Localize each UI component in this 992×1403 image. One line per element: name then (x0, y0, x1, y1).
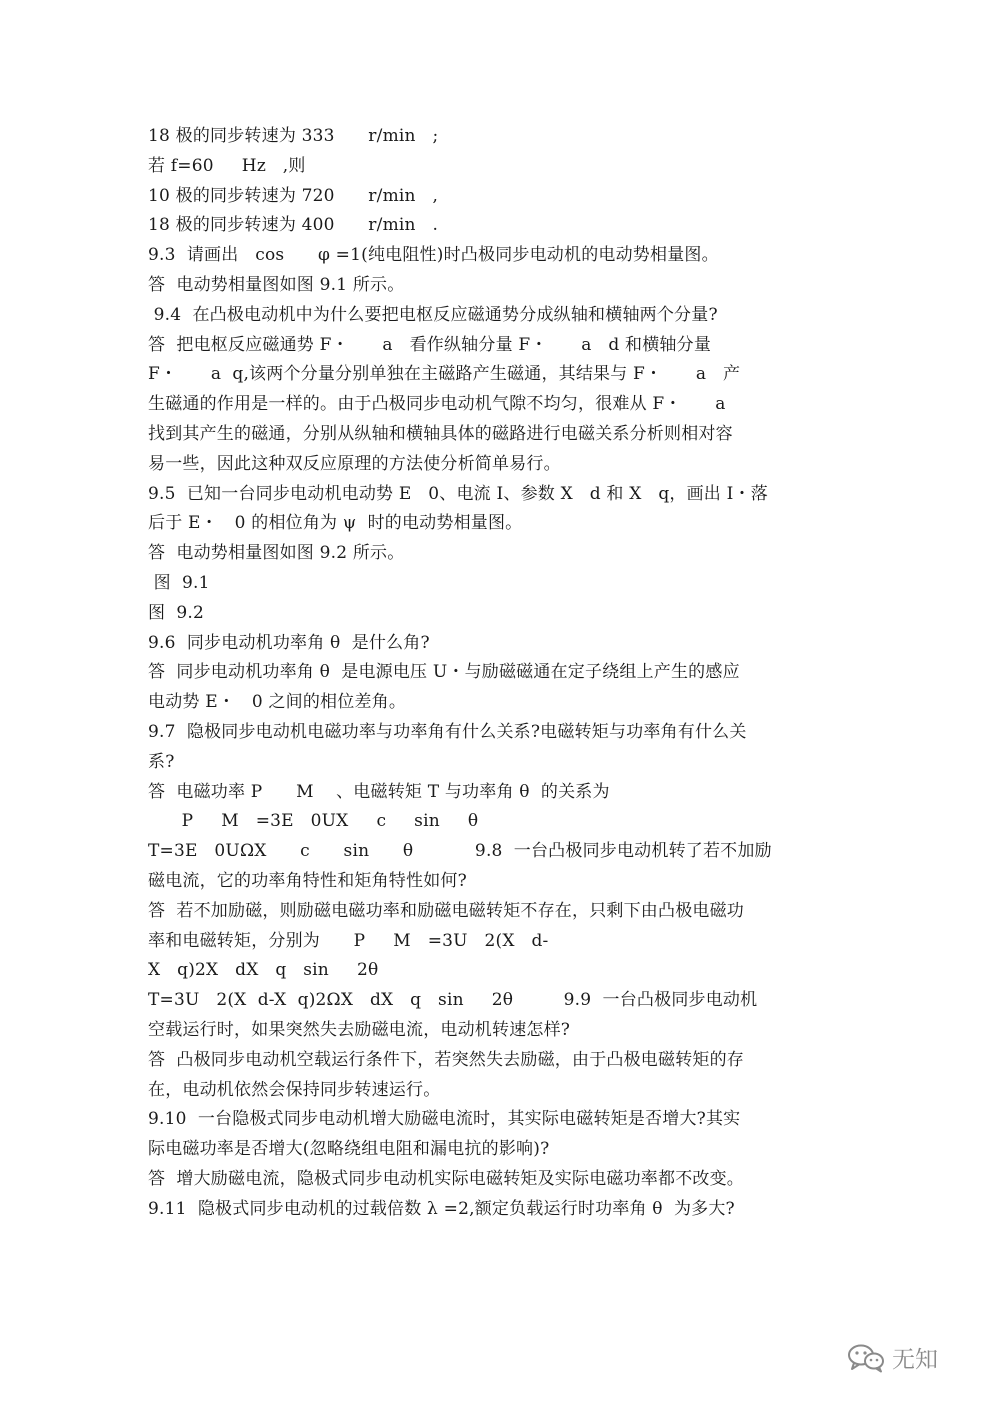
text-line: 9.3 请画出 cos φ =1(纯电阻性)时凸极同步电动机的电动势相量图。 (148, 245, 719, 266)
text-line: 9.11 隐极式同步电动机的过载倍数 λ =2,额定负载运行时功率角 θ 为多大? (148, 1198, 735, 1219)
text-line: 10 极的同步转速为 720 r/min , (148, 185, 439, 206)
text-line: 生磁通的作用是一样的。由于凸极同步电动机气隙不均匀，很难从 F・ a (148, 394, 726, 415)
text-line: 电动势 E・ 0 之间的相位差角。 (148, 692, 407, 713)
text-line: 找到其产生的磁通，分别从纵轴和横轴具体的磁路进行电磁关系分析则相对容 (148, 423, 733, 444)
text-line: F・ a q,该两个分量分别单独在主磁路产生磁通，其结果与 F・ a 产 (148, 364, 741, 385)
text-line: 答 电磁功率 P M 、电磁转矩 T 与功率角 θ 的关系为 (148, 781, 610, 802)
text-line: 率和电磁转矩，分别为 P M =3U 2(X d- (148, 930, 549, 951)
text-line: 答 增大励磁电流，隐极式同步电动机实际电磁转矩及实际电磁功率都不改变。 (148, 1168, 745, 1189)
text-line: 9.4 在凸极电动机中为什么要把电枢反应磁通势分成纵轴和横轴两个分量? (148, 304, 718, 325)
text-line: T=3U 2(X d-X q)2ΩX dX q sin 2θ 9.9 一台凸极同步电动机 (148, 990, 758, 1011)
text-line: 9.10 一台隐极式同步电动机增大励磁电流时，其实际电磁转矩是否增大?其实 (148, 1109, 741, 1130)
text-line: 18 极的同步转速为 333 r/min ; (148, 126, 439, 146)
text-line: 9.7 隐极同步电动机电磁功率与功率角有什么关系?电磁转矩与功率角有什么关 (148, 721, 747, 742)
text-line: X q)2X dX q sin 2θ (148, 960, 379, 981)
text-line: 答 电动势相量图如图 9.2 所示。 (148, 543, 405, 564)
text-line: 答 电动势相量图如图 9.1 所示。 (148, 274, 405, 295)
text-line: 系? (148, 751, 175, 772)
text-line: 在，电动机依然会保持同步转速运行。 (148, 1079, 441, 1100)
text-line: 易一些，因此这种双反应原理的方法使分析简单易行。 (148, 453, 561, 474)
text-line: P M =3E 0UX c sin θ (148, 811, 479, 832)
text-line: 图 9.1 (148, 572, 210, 593)
text-line: 际电磁功率是否增大(忽略绕组电阻和漏电抗的影响)? (148, 1139, 550, 1160)
wechat-icon (846, 1343, 886, 1373)
watermark-text: 无知 (892, 1347, 938, 1373)
text-line: 答 若不加励磁，则励磁电磁功率和励磁电磁转矩不存在，只剩下由凸极电磁功 (148, 900, 745, 921)
text-line: 若 f=60 Hz ,则 (148, 155, 306, 176)
text-line: 磁电流，它的功率角特性和矩角特性如何? (148, 870, 467, 891)
text-line: 9.6 同步电动机功率角 θ 是什么角? (148, 632, 430, 653)
text-line: T=3E 0UΩX c sin θ 9.8 一台凸极同步电动机转了若不加励 (148, 841, 772, 862)
text-line: 后于 E・ 0 的相位角为 ψ 时的电动势相量图。 (148, 513, 523, 534)
text-line: 空载运行时，如果突然失去励磁电流，电动机转速怎样? (148, 1019, 571, 1040)
document-body (148, 122, 848, 1224)
watermark (846, 1341, 938, 1374)
text-line: 答 把电枢反应磁通势 F・ a 看作纵轴分量 F・ a d 和横轴分量 (148, 334, 712, 355)
text-line: 9.5 已知一台同步电动机电动势 E 0、电流 I、参数 X d 和 X q，画出 I・落 (148, 483, 768, 504)
text-line: 答 凸极同步电动机空载运行条件下，若突然失去励磁，由于凸极电磁转矩的存 (148, 1049, 745, 1070)
text-line: 答 同步电动机功率角 θ 是电源电压 U・与励磁磁通在定子绕组上产生的感应 (148, 662, 740, 683)
text-line: 图 9.2 (148, 602, 205, 623)
text-line: 18 极的同步转速为 400 r/min . (148, 215, 439, 236)
